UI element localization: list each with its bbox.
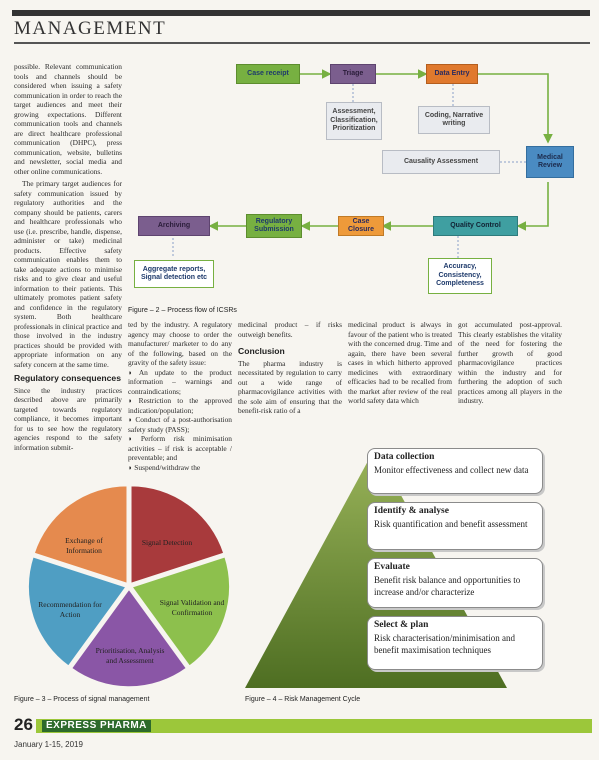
column-1: [14, 62, 122, 452]
step-title: Evaluate: [374, 562, 410, 572]
title-divider: [14, 42, 590, 44]
pie-label-exchange: Exchange of Information: [65, 536, 103, 555]
pie-label-recommendation: Recommendation for Action: [38, 600, 102, 619]
archiving-box: Archiving: [138, 216, 210, 236]
step-text: Risk characterisation/minimisation and benefit maximisation techniques: [374, 633, 515, 655]
pie-label-prioritisation: Prioritisation, Analysis and Assessment: [95, 646, 165, 665]
column-4: [348, 320, 452, 406]
step-title: Identify & analyse: [374, 506, 449, 516]
paragraph: The pharma industry is necessitated by regulation to carry out a wide range of pharmacovigilance activities with the sole aim of ensuring that the benefit-risk ratio of a: [238, 358, 342, 415]
issue-date: January 1-15, 2019: [14, 740, 83, 749]
section-heading: Regulatory consequences: [14, 373, 121, 383]
step-text: Risk quantification and benefit assessment: [374, 519, 528, 529]
pyramid-step-data-collection: [367, 448, 543, 494]
figure-2-caption: Figure – 2 – Process flow of ICSRs: [128, 307, 237, 314]
coding-box: Coding, Narrative writing: [418, 106, 490, 134]
bullet-item: ◗ An update to the product information – warnings and contraindications;: [128, 367, 232, 396]
paragraph: medicinal product – if risks outweigh benefits.: [238, 320, 342, 339]
paragraph: ted by the industry. A regulatory agency may choose to order the manufacturer/ marketer to do any of the following, based on the gravity of the safety issue:: [128, 320, 232, 367]
top-rule: [12, 10, 590, 16]
case-receipt-box: Case receipt: [236, 64, 300, 84]
accuracy-box: Accuracy, Consistency, Completeness: [428, 258, 492, 294]
data-entry-box: Data Entry: [426, 64, 478, 84]
column-3: [238, 320, 342, 416]
paragraph: Since the industry practices described above are primarily targeted towards regulatory compliance, it becomes important for us to see how the regulatory agencies respond to the safety information submit-: [14, 385, 122, 452]
bullet-item: ◗ Suspend/withdraw the: [128, 462, 201, 472]
causality-box: Causality Assessment: [382, 150, 500, 174]
column-5: [458, 320, 562, 406]
figure-3-caption: Figure – 3 – Process of signal management: [14, 696, 150, 703]
step-text: Benefit risk balance and opportunities to increase and/or characterize: [374, 575, 521, 597]
magazine-name: EXPRESS PHARMA: [42, 720, 151, 732]
column-2: [128, 320, 232, 472]
pyramid-step-identify: [367, 502, 543, 550]
assessment-box: Assessment, Classification, Prioritization: [326, 102, 382, 140]
case-closure-box: Case Closure: [338, 216, 384, 236]
quality-control-box: Quality Control: [433, 216, 518, 236]
medical-review-box: Medical Review: [526, 146, 574, 178]
paragraph: medicinal product is always in favour of the patient who is treated with the concerned drug. Time and again, there have been several cases in which hitherto approved medicines with extraordinary efficacies had to be recalled from the market after review of the real world safety data which: [348, 320, 452, 405]
section-heading: Conclusion: [238, 346, 285, 356]
pyramid-step-select-plan: [367, 616, 543, 670]
section-title: MANAGEMENT: [14, 18, 167, 39]
bullet-item: ◗ Conduct of a post-authorisation safety study (PASS);: [128, 415, 232, 434]
signal-management-pie: [14, 476, 254, 696]
bullet-item: ◗ Restriction to the approved indication/population;: [128, 396, 232, 415]
step-title: Select & plan: [374, 620, 429, 630]
pie-label-signal-detection: Signal Detection: [141, 538, 193, 547]
icsr-flow-diagram: [128, 54, 592, 304]
page-number: 26: [14, 716, 36, 734]
paragraph: got accumulated post-approval. This clearly establishes the vitality of the need for fostering the further growth of good pharmacovigilance practices within the industry and for furthering the adoption of such practices among all players in the industry.: [458, 320, 562, 405]
triage-box: Triage: [330, 64, 376, 84]
aggregate-reports-box: Aggregate reports, Signal detection etc: [134, 260, 214, 288]
step-text: Monitor effectiveness and collect new data: [374, 465, 529, 475]
pie-label-validation: Signal Validation and Confirmation: [159, 598, 225, 617]
risk-management-pyramid: [245, 440, 595, 695]
step-title: Data collection: [374, 452, 435, 462]
bullet-item: ◗ Perform risk minimisation activities – if risk is acceptable / preventable; and: [128, 434, 232, 462]
figure-4-caption: Figure – 4 – Risk Management Cycle: [245, 696, 361, 703]
paragraph: possible. Relevant communication tools and channels should be considered when issuing a safety communication in order to reach the target audiences and meet their growing expectations. Different communication tools and channels are direct healthcare professional communication (DHPC), press communication, website, bulletins and newsletter, social media and other online communications.: [14, 62, 122, 176]
paragraph: The primary target audiences for safety communication issued by regulatory authorities and the company should be patients, carers and healthcare professionals who use (i.e. prescribe, handle, dispense, administer or take) medicinal products. Effective safety communication enables them to take adequate actions to minimise risks and to give clear and useful information to their patients. This ultimately promotes patient safety and confidence in the regulatory system. Both healthcare professionals in clinical practice and those involved in the industry practices should be provided with appropriate information on any safety concern at the same time.: [14, 179, 122, 369]
regulatory-submission-box: Regulatory Submission: [246, 214, 302, 238]
pyramid-step-evaluate: [367, 558, 543, 608]
